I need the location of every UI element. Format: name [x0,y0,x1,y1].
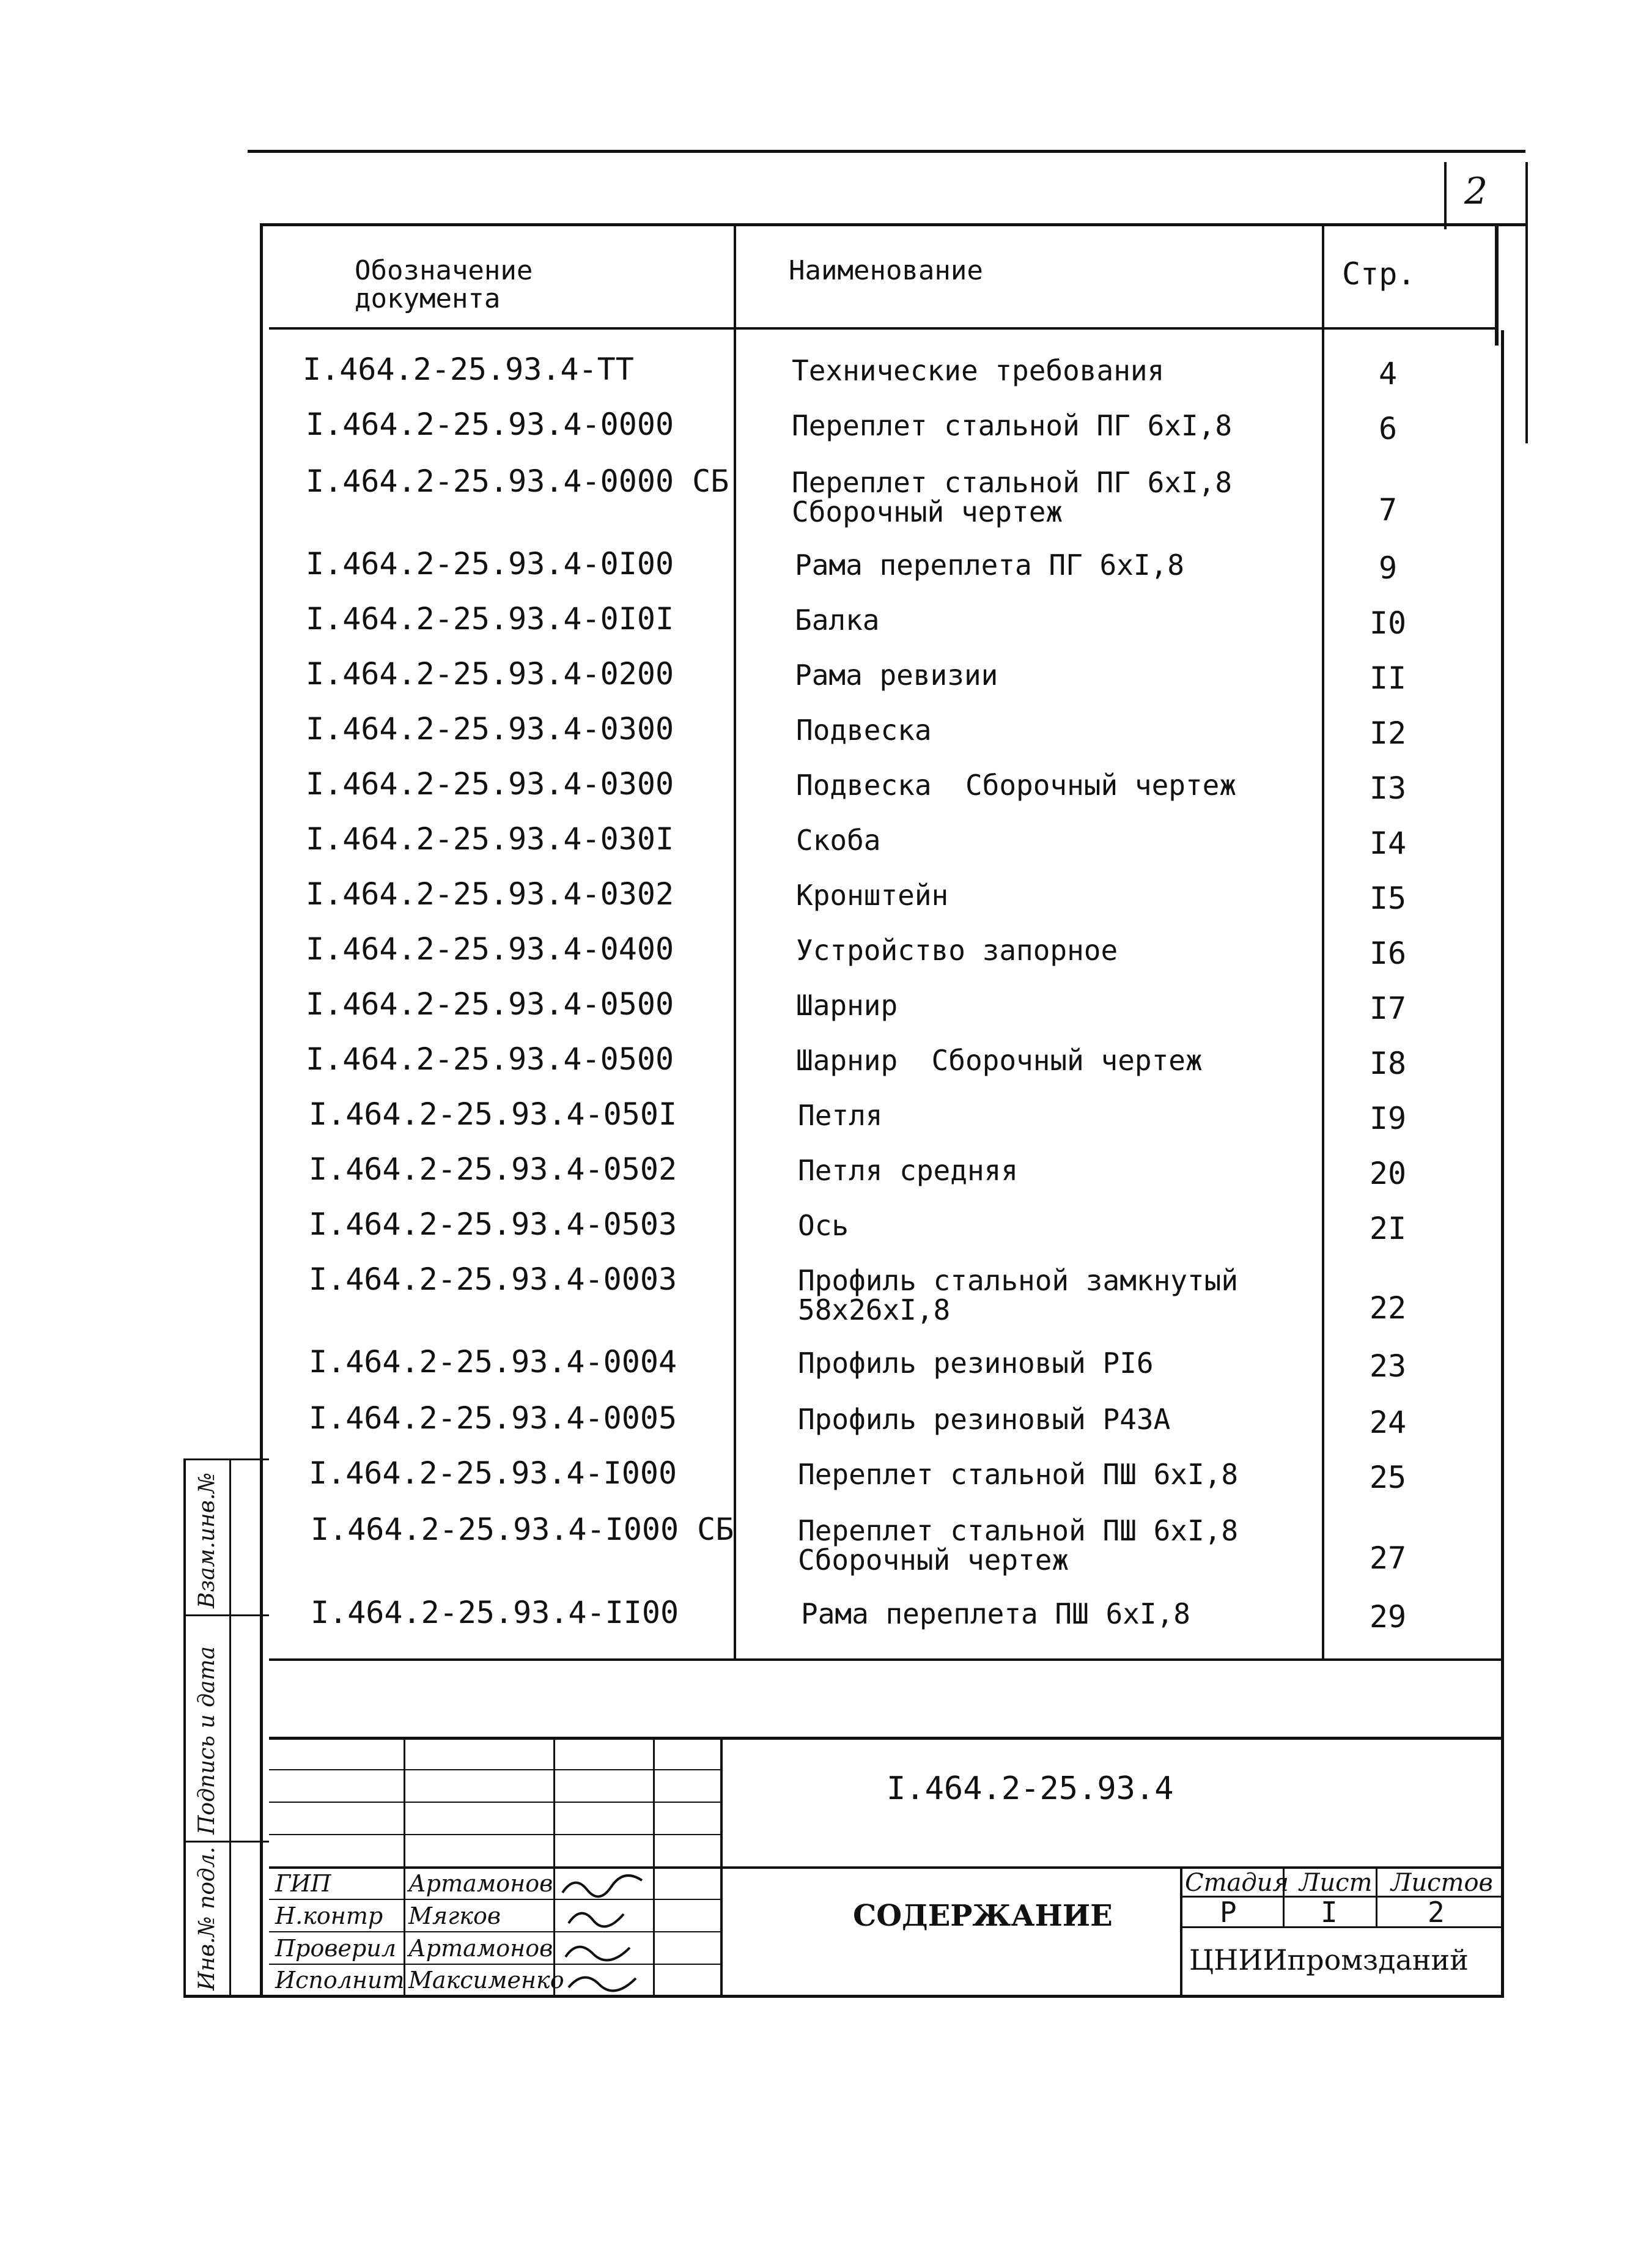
row-name: Рама ревизии [795,659,998,692]
row-code: I.464.2-25.93.4-0300 [306,711,674,747]
row-name: Профиль резиновый РI6 [798,1347,1154,1380]
page-box-left [1444,162,1447,229]
row-name: Шарнир Сборочный чертеж [796,1044,1203,1077]
stage-value: Р [1220,1896,1237,1929]
row-code: I.464.2-25.93.4-0502 [309,1151,677,1187]
row-page: I3 [1369,771,1407,806]
side-strip-left [183,1458,186,1997]
row-page: 2I [1369,1211,1407,1246]
row-code: I.464.2-25.93.4-I000 [309,1455,677,1491]
row-code: I.464.2-25.93.4-0200 [306,656,674,692]
row-page: 22 [1369,1290,1407,1326]
header-page: Стр. [1342,256,1416,292]
row-name: Профиль стальной замкнутый 58х26хI,8 [798,1264,1239,1326]
page-box-right [1525,162,1528,443]
row-name: Рама переплета ПШ 6хI,8 [801,1597,1190,1630]
row-name: Шарнир [796,989,898,1022]
row-name: Переплет стальной ПШ 6хI,8 [798,1458,1239,1491]
row-code: I.464.2-25.93.4-0004 [309,1344,677,1380]
row-name: Подвеска Сборочный чертеж [796,769,1237,802]
side-strip-top [183,1458,269,1460]
row-code: I.464.2-25.93.4-0300 [306,766,674,802]
stamp-title: СОДЕРЖАНИЕ [853,1899,1113,1933]
frame-left [260,223,263,1997]
band-bottom [269,1737,1504,1740]
role-label: Исполнит [275,1967,405,1994]
table-bottom [269,1658,1504,1661]
role-name: Мягков [408,1902,501,1929]
row-code: I.464.2-25.93.4-ТТ [303,352,634,387]
row-code: I.464.2-25.93.4-0005 [309,1400,677,1436]
col-line-2 [1322,223,1324,1660]
stamp-row-2 [269,1802,721,1803]
row-name: Кронштейн [796,879,949,912]
row-page: I9 [1369,1101,1407,1136]
row-name: Переплет стальной ПГ 6хI,8 Сборочный чертеж [792,466,1233,528]
row-page: I6 [1369,936,1407,971]
row-page: 20 [1369,1156,1407,1191]
sheets-label: Листов [1391,1869,1493,1897]
side-strip-sep1 [183,1614,269,1616]
organization: ЦНИИпромзданий [1189,1943,1469,1976]
top-rule [248,150,1525,153]
stamp-bottom [183,1995,1504,1998]
stamp-row-1 [269,1769,721,1770]
row-code: I.464.2-25.93.4-I000 СБ [311,1512,734,1547]
side-label-inv-replace: Взам.инв.№ [194,1472,219,1608]
row-page: II [1369,660,1407,696]
frame-right [1501,330,1504,1997]
row-name: Рама переплета ПГ 6хI,8 [795,549,1184,582]
row-page: I5 [1369,881,1407,916]
role-label: Проверил [275,1935,396,1962]
stage-label: Стадия [1185,1869,1289,1897]
row-code: I.464.2-25.93.4-0I0I [306,601,674,637]
side-label-signature-date: Подпись и дата [194,1646,219,1835]
row-page: I4 [1369,826,1407,861]
sheet-label: Лист [1299,1869,1373,1897]
sheets-value: 2 [1428,1896,1445,1929]
row-code: I.464.2-25.93.4-0500 [306,1041,674,1077]
row-name: Ось [798,1209,849,1242]
row-code: I.464.2-25.93.4-0503 [309,1207,677,1242]
role-label: Н.контр [275,1902,383,1929]
side-strip-sep2 [183,1841,269,1843]
stamp-row-3 [269,1834,721,1835]
role-name: Артамонов [408,1870,553,1897]
row-page: 27 [1369,1540,1407,1576]
side-label-inv-original: Инв.№ подл. [194,1846,219,1990]
row-name: Профиль резиновый Р43А [798,1403,1171,1436]
row-page: I7 [1369,991,1407,1026]
row-code: I.464.2-25.93.4-030I [306,821,674,857]
row-page: I8 [1369,1046,1407,1081]
row-name: Балка [795,604,880,637]
row-name: Петля [798,1099,883,1132]
row-name: Устройство запорное [796,934,1118,967]
row-name: Подвеска [796,714,932,747]
sheet-value: I [1321,1896,1338,1929]
row-code: I.464.2-25.93.4-0I00 [306,546,674,582]
row-name: Переплет стальной ПШ 6хI,8 Сборочный чертеж [798,1514,1239,1576]
row-name: Технические требования [792,354,1165,387]
row-page: I2 [1369,715,1407,751]
row-code: I.464.2-25.93.4-0500 [306,986,674,1022]
row-code: I.464.2-25.93.4-0000 СБ [306,464,729,499]
header-name: Наименование [789,255,983,286]
row-page: 25 [1369,1460,1407,1495]
row-page: 6 [1378,411,1398,446]
row-page: 9 [1378,550,1398,586]
role-name: Максименко [408,1967,564,1994]
row-name: Переплет стальной ПГ 6хI,8 [792,409,1233,442]
row-page: 29 [1369,1599,1407,1635]
header-designation: Обозначение документа [355,255,533,314]
row-code: I.464.2-25.93.4-II00 [311,1595,679,1630]
row-code: I.464.2-25.93.4-0302 [306,876,674,912]
row-name: Петля средняя [798,1154,1019,1187]
row-page: 4 [1378,356,1398,391]
row-page: 23 [1369,1348,1407,1384]
row-code: I.464.2-25.93.4-0400 [306,931,674,967]
row-code: I.464.2-25.93.4-050I [309,1096,677,1132]
signatures [556,1868,654,1997]
frame-top [260,223,1528,226]
role-name: Артамонов [408,1935,553,1962]
row-code: I.464.2-25.93.4-0003 [309,1262,677,1297]
role-label: ГИП [275,1870,331,1897]
side-strip-mid [229,1458,231,1997]
row-page: 7 [1378,492,1398,528]
header-sep [269,327,1498,330]
row-page: 24 [1369,1405,1407,1440]
row-page: I0 [1369,605,1407,641]
col-line-1 [734,223,736,1660]
stamp-doc-code: I.464.2-25.93.4 [887,1770,1174,1807]
stage-grid-left [1180,1866,1182,1995]
page-number: 2 [1464,170,1488,213]
row-code: I.464.2-25.93.4-0000 [306,407,674,442]
row-name: Скоба [796,824,881,857]
